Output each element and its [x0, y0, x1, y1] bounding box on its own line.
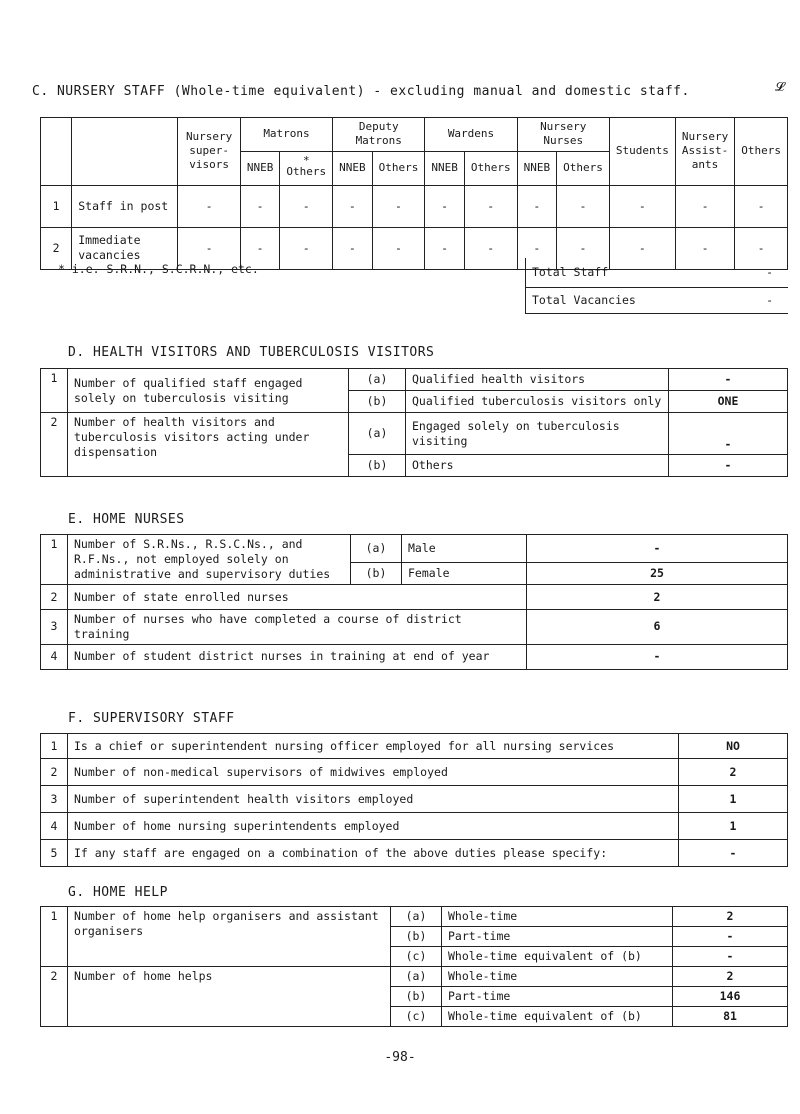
home-nurses-table: 1 Number of S.R.Ns., R.S.C.Ns., and R.F.Ns., not employed solely on administrative and supervisory duties (a) Male - (b) Female 25 2 Number of state enrolled nurses 2 3 Number of nurses who have completed a course of district training 6 4 Number of student district nurses in training at end of year -: [40, 534, 788, 670]
header-nneb: NNEB: [333, 151, 373, 185]
header-students: Students: [609, 118, 675, 186]
header-deputy-matrons: Deputy Matrons: [333, 118, 425, 152]
header-others-sub: Others: [372, 151, 425, 185]
table-row: 2 Immediate vacancies - - - - - - - - - - - -: [41, 227, 788, 269]
header-others-sub: * Others: [280, 151, 333, 185]
header-others-sub: Others: [464, 151, 517, 185]
page-number: -98-: [384, 1050, 416, 1065]
table-row: 4 Number of home nursing superintendents employed 1: [41, 813, 788, 840]
footnote: * i.e. S.R.N., S.C.R.N., etc.: [58, 262, 259, 276]
table-row: 1 Staff in post - - - - - - - - - - - -: [41, 185, 788, 227]
ink-mark-icon: 𝓛: [775, 80, 785, 95]
health-visitors-table: 1 Number of qualified staff engaged solely on tuberculosis visiting (a) Qualified health visitors - (b) Qualified tuberculosis visitors only ONE 2 Number of health visitors and tuberculosis visitors acting under dispensation (a) Engaged solely on tuberculosis visiting - (b) Others -: [40, 368, 788, 477]
section-e-title: E. HOME NURSES: [68, 512, 185, 527]
header-nneb: NNEB: [517, 151, 557, 185]
table-row: 3 Number of nurses who have completed a course of district training 6: [41, 610, 788, 645]
table-row: 1 Is a chief or superintendent nursing officer employed for all nursing services NO: [41, 734, 788, 759]
table-row: 3 Number of superintendent health visitors employed 1: [41, 786, 788, 813]
header-nneb: NNEB: [240, 151, 280, 185]
home-help-table: 1 Number of home help organisers and assistant organisers (a) Whole-time 2 (b) Part-time - (c) Whole-time equivalent of (b) - 2 Number of home helps (a) Whole-time 2 (b) Part-time 146 (c) Whole-time equivalent of (b) 81: [40, 906, 788, 1027]
header-others-sub: Others: [557, 151, 610, 185]
section-g-title: G. HOME HELP: [68, 885, 168, 900]
table-row: 4 Number of student district nurses in training at end of year -: [41, 644, 788, 669]
section-f-title: F. SUPERVISORY STAFF: [68, 711, 235, 726]
header-nursery-assistants: Nursery Assist-ants: [675, 118, 734, 186]
header-nursery-supervisors: Nursery super-visors: [178, 118, 241, 186]
table-row: 2 Number of non-medical supervisors of midwives employed 2: [41, 759, 788, 786]
header-nneb: NNEB: [425, 151, 465, 185]
section-c-title: C. NURSERY STAFF (Whole-time equivalent) - excluding manual and domestic staff.: [32, 84, 690, 99]
header-nursery-nurses: Nursery Nurses: [517, 118, 609, 152]
totals-table: Total Staff - Total Vacancies -: [525, 258, 788, 314]
header-wardens: Wardens: [425, 118, 517, 152]
nursery-staff-table: [40, 117, 788, 270]
table-row: 2 Number of state enrolled nurses 2: [41, 585, 788, 610]
header-others: Others: [735, 118, 788, 186]
section-d-title: D. HEALTH VISITORS AND TUBERCULOSIS VISITORS: [68, 345, 435, 360]
table-row: 5 If any staff are engaged on a combination of the above duties please specify: -: [41, 840, 788, 867]
header-matrons: Matrons: [240, 118, 332, 152]
supervisory-staff-table: [40, 733, 788, 867]
